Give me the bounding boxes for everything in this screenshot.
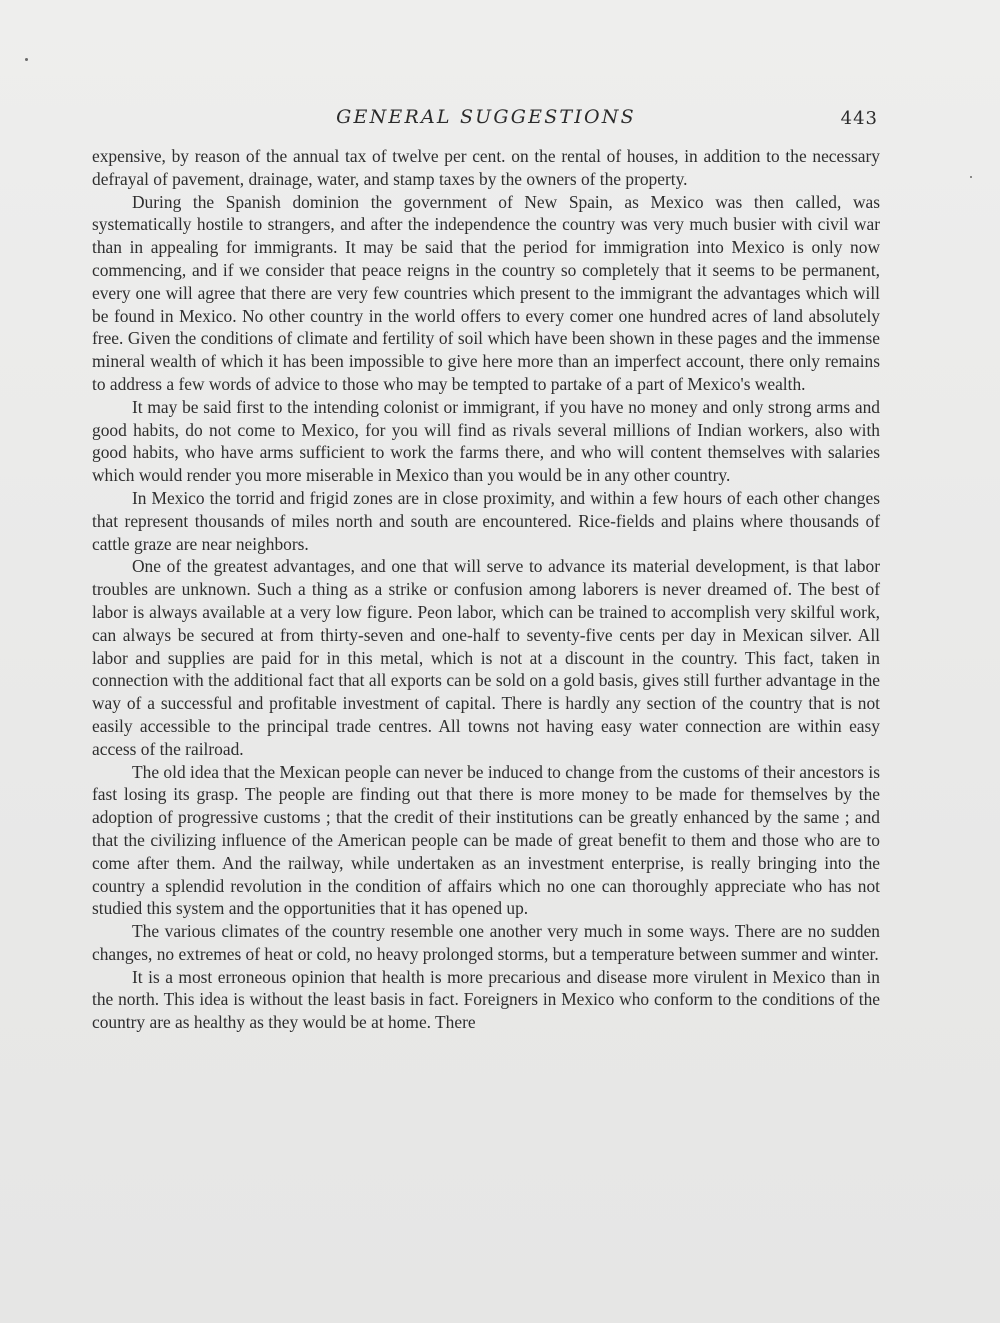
body-text — [92, 145, 880, 1034]
paragraph: It is a most erroneous opinion that health is more precarious and disease more virulent in Mexico than in the north. This idea is without the least basis in fact. Foreigners in Mexico who conform to the conditions of the country are as healthy as they would be at home. There — [92, 966, 880, 1033]
paragraph: It may be said first to the intending colonist or immigrant, if you have no money and only strong arms and good habits, do not come to Mexico, for you will find as rivals several millions of Indian workers, also with good habits, who have arms sufficient to work the farms there, and who will content themselves with salaries which would render you more miserable in Mexico than you would be in any other country. — [92, 396, 880, 486]
page-speck — [970, 176, 972, 178]
running-head — [92, 104, 880, 132]
paragraph: During the Spanish dominion the government of New Spain, as Mexico was then called, was systematically hostile to strangers, and after the independence the country was very much busier with civil war than in appealing for immigrants. It may be said that the period for immigration into Mexico is only now commencing, and if we consider that peace reigns in the country so completely that it seems to be permanent, every one will agree that there are very few countries which present to the immigrant the advantages which will be found in Mexico. No other country in the world offers to every comer one hundred acres of land absolutely free. Given the conditions of climate and fertility of soil which have been shown in these pages and the immense mineral wealth of which it has been impossible to give here more than an imperfect account, there only remains to address a few words of advice to those who may be tempted to partake of a part of Mexico's wealth. — [92, 191, 880, 394]
paragraph: The old idea that the Mexican people can never be induced to change from the customs of their ancestors is fast losing its grasp. The people are finding out that there is more money to be made for themselves by the adoption of progressive customs ; that the credit of their institutions can be greatly enhanced by the same ; and that the civilizing influence of the American people can be made of great benefit to them and those who are to come after them. And the railway, while undertaken as an investment enterprise, is really bringing into the country a splendid revolution in the condition of affairs which no one can thoroughly appreciate who has not studied this system and the opportunities that it has opened up. — [92, 761, 880, 919]
paragraph: The various climates of the country resemble one another very much in some ways. There are no sudden changes, no extremes of heat or cold, no heavy prolonged storms, but a temperature between summer and winter. — [92, 921, 880, 964]
paragraph: One of the greatest advantages, and one that will serve to advance its material development, is that labor troubles are unknown. Such a thing as a strike or confusion among laborers is never dreamed of. The best of labor is always available at a very low figure. Peon labor, which can be trained to accomplish very skilful work, can always be secured at from thirty-seven and one-half to seventy-five cents per day in Mexican silver. All labor and supplies are paid for in this metal, which is not at a discount in the country. This fact, taken in connection with the additional fact that all exports can be sold on a gold basis, gives still further advantage in the way of a successful and profitable investment of capital. There is hardly any section of the country that is not easily accessible to the principal trade centres. All towns not having easy water connection are within easy access of the railroad. — [92, 556, 880, 759]
page-speck — [25, 58, 28, 61]
running-title: GENERAL SUGGESTIONS — [336, 106, 636, 128]
page-number: 443 — [840, 108, 878, 129]
paragraph: In Mexico the torrid and frigid zones are in close proximity, and within a few hours of each other changes that represent thousands of miles north and south are encountered. Rice-fields and plains where thousands of cattle graze are near neighbors. — [92, 487, 880, 554]
paragraph-continued: expensive, by reason of the annual tax of twelve per cent. on the rental of houses, in addition to the necessary defrayal of pavement, drainage, water, and stamp taxes by the owners of the property. — [92, 146, 880, 189]
